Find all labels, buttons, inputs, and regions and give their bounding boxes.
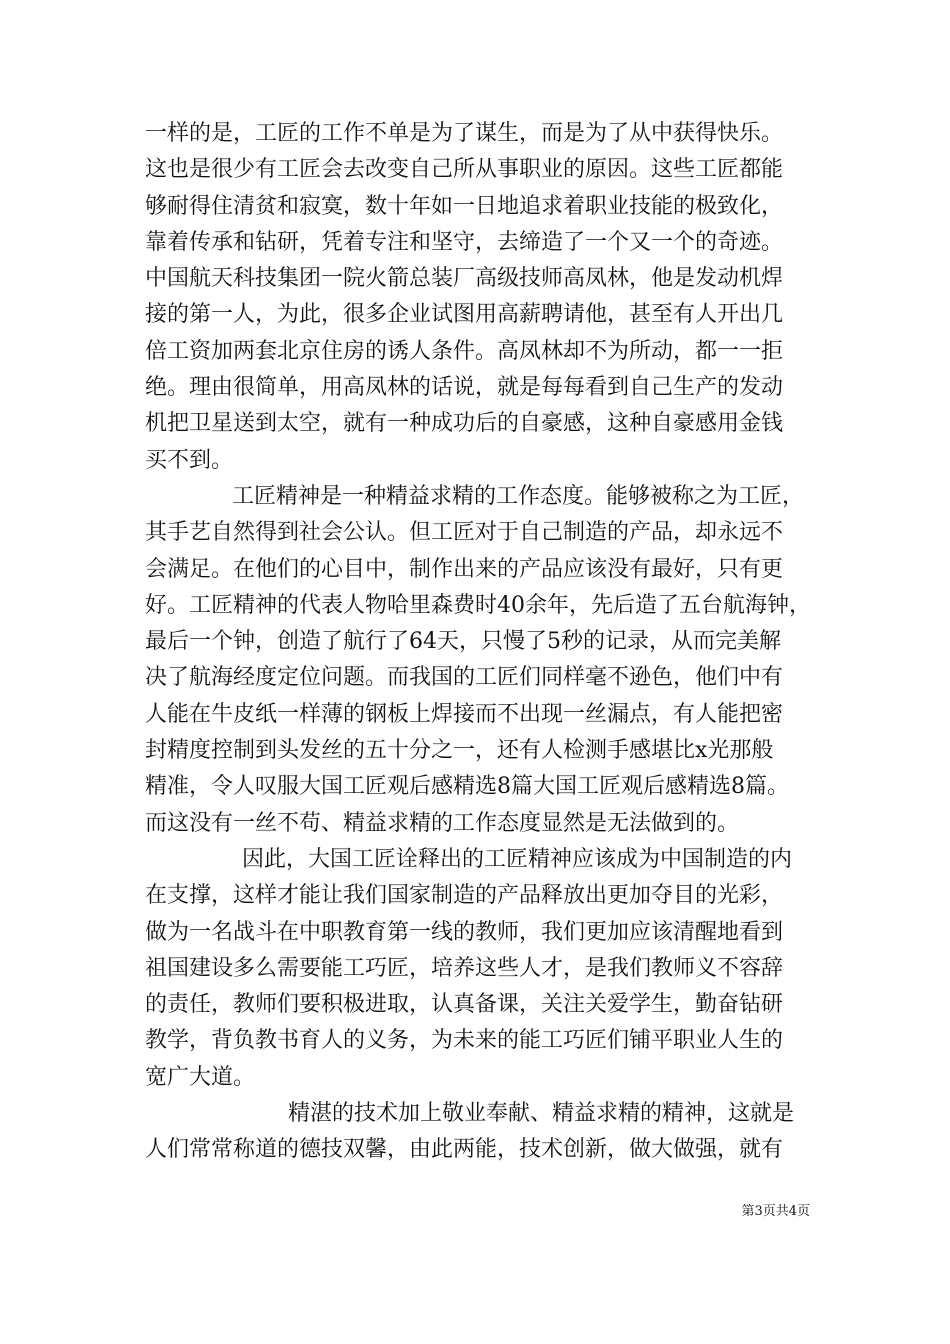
text-line: 精准，令人叹服大国工匠观后感精选8篇大国工匠观后感精选8篇。 xyxy=(145,774,789,800)
text-line: 决了航海经度定位问题。而我国的工匠们同样毫不逊色，他们中有 xyxy=(145,665,784,691)
text-line: 人们常常称道的德技双馨，由此两能，技术创新，做大做强，就有 xyxy=(145,1137,784,1163)
text-line: 会满足。在他们的心目中，制作出来的产品应该没有最好，只有更 xyxy=(145,556,784,582)
paragraph-start-line: 因此，大国工匠诠释出的工匠精神应该成为中国制造的内 xyxy=(242,846,793,872)
text-line: 绝。理由很简单，用高凤林的话说，就是每每看到自己生产的发动 xyxy=(145,375,784,401)
text-line: 够耐得住清贫和寂寞，数十年如一日地追求着职业技能的极致化， xyxy=(145,193,784,219)
text-line: 祖国建设多么需要能工巧匠，培养这些人才，是我们教师义不容辞 xyxy=(145,955,784,981)
text-line: 机把卫星送到太空，就有一种成功后的自豪感，这种自豪感用金钱 xyxy=(145,411,784,437)
text-line: 最后一个钟，创造了航行了64天，只慢了5秒的记录，从而完美解 xyxy=(145,629,781,655)
text-line: 在支撑，这样才能让我们国家制造的产品释放出更加夺目的光彩， xyxy=(145,883,784,909)
text-line: 而这没有一丝不苟、精益求精的工作态度显然是无法做到的。 xyxy=(145,810,740,836)
text-line: 其手艺自然得到社会公认。但工匠对于自己制造的产品，却永远不 xyxy=(145,520,784,546)
page-number-footer: 第3页共4页 xyxy=(741,1204,810,1219)
text-line: 宽广大道。 xyxy=(145,1064,256,1090)
text-line: 的责任，教师们要积极进取，认真备课，关注关爱学生，勤奋钻研 xyxy=(145,992,784,1018)
text-line: 人能在牛皮纸一样薄的钢板上焊接而不出现一丝漏点，有人能把密 xyxy=(145,701,784,727)
text-line: 中国航天科技集团一院火箭总装厂高级技师高凤林，他是发动机焊 xyxy=(145,266,784,292)
text-line: 做为一名战斗在中职教育第一线的教师，我们更加应该清醒地看到 xyxy=(145,919,784,945)
text-line: 倍工资加两套北京住房的诱人条件。高凤林却不为所动，都一一拒 xyxy=(145,338,784,364)
text-line: 买不到。 xyxy=(145,447,234,473)
text-line: 这也是很少有工匠会去改变自己所从事职业的原因。这些工匠都能 xyxy=(145,157,784,183)
body-text xyxy=(145,116,825,1169)
text-line: 接的第一人，为此，很多企业试图用高薪聘请他，甚至有人开出几 xyxy=(145,302,784,328)
text-line: 一样的是，工匠的工作不单是为了谋生，而是为了从中获得快乐。 xyxy=(145,121,784,146)
paragraph-start-line: 工匠精神是一种精益求精的工作态度。能够被称之为工匠， xyxy=(232,483,805,509)
text-line: 靠着传承和钻研，凭着专注和坚守，去缔造了一个又一个的奇迹。 xyxy=(145,229,784,255)
paragraph-start-line: 精湛的技术加上敬业奉献、精益求精的精神，这就是 xyxy=(288,1101,795,1127)
text-line: 好。工匠精神的代表人物哈里森费时40余年，先后造了五台航海钟， xyxy=(145,592,811,618)
text-line: 封精度控制到头发丝的五十分之一，还有人检测手感堪比x光那般 xyxy=(145,738,774,764)
text-line: 教学，背负教书育人的义务，为未来的能工巧匠们铺平职业人生的 xyxy=(145,1028,784,1054)
